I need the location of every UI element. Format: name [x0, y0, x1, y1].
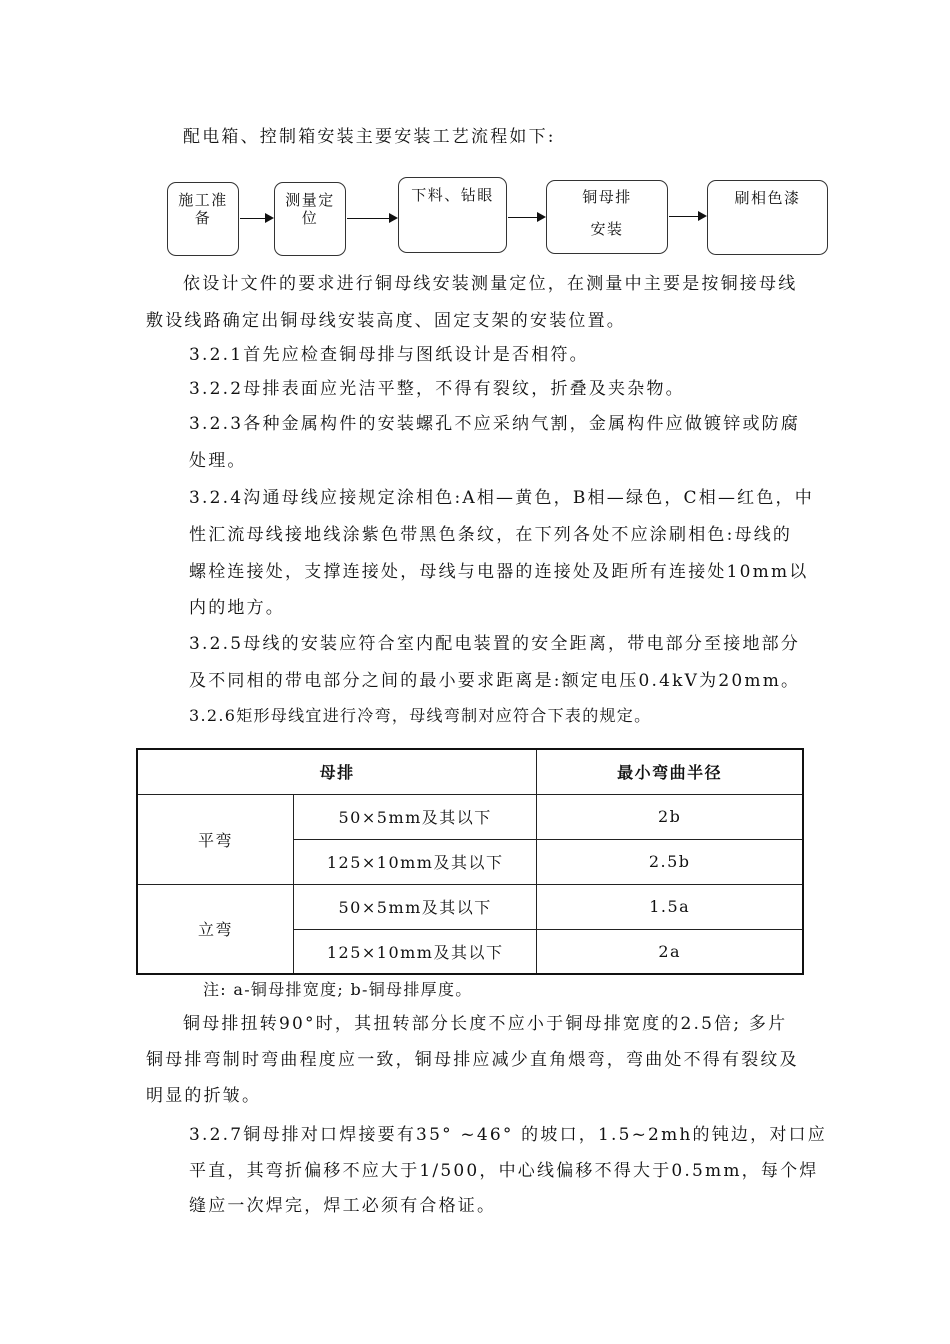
clause-3-2-2: 3.2.2母排表面应光洁平整，不得有裂纹，折叠及夹杂物。	[189, 379, 685, 399]
clause-3-2-4-cont: 螺栓连接处，支撑连接处，母线与电器的连接处及距所有连接处10mm以	[189, 562, 809, 582]
clause-3-2-4: 3.2.4沟通母线应接规定涂相色:A相—黄色，B相—绿色，C相—红色，中	[189, 488, 814, 508]
clause-3-2-6: 3.2.6矩形母线宜进行冷弯，母线弯制对应符合下表的规定。	[189, 706, 652, 725]
paragraph-line: 铜母排扭转90°时，其扭转部分长度不应小于铜母排宽度的2.5倍; 多片	[183, 1014, 788, 1034]
paragraph-line: 明显的折皱。	[146, 1086, 262, 1106]
intro-text: 配电箱、控制箱安装主要安装工艺流程如下:	[183, 127, 556, 147]
clause-3-2-3: 3.2.3各种金属构件的安装螺孔不应采纳气割，金属构件应做镀锌或防腐	[189, 414, 801, 434]
table-group-flat-bend: 平弯	[137, 794, 293, 884]
flow-step-label: 备	[194, 209, 212, 227]
flow-step-label: 铜母排	[582, 188, 632, 206]
table-row	[137, 794, 803, 839]
flow-step-survey-position	[274, 182, 346, 256]
table-header-min-radius: 最小弯曲半径	[537, 749, 803, 794]
flow-step-label: 施工准	[178, 191, 228, 209]
table-cell-radius: 1.5a	[537, 884, 803, 929]
table-cell-size: 125×10mm及其以下	[293, 839, 536, 884]
flow-arrow	[347, 218, 396, 219]
paragraph-line: 依设计文件的要求进行铜母线安装测量定位，在测量中主要是按铜接母线	[183, 274, 798, 294]
table-cell-radius: 2a	[537, 929, 803, 974]
clause-3-2-7-cont: 缝应一次焊完，焊工必须有合格证。	[189, 1196, 497, 1216]
flow-step-construction-prep	[167, 182, 239, 256]
flow-step-cut-drill	[398, 177, 507, 253]
flow-arrow	[508, 217, 544, 218]
clause-3-2-7-cont: 平直，其弯折偏移不应大于1/500，中心线偏移不得大于0.5mm，每个焊	[189, 1161, 819, 1181]
table-cell-size: 125×10mm及其以下	[293, 929, 536, 974]
paragraph-line: 铜母排弯制时弯曲程度应一致，铜母排应减少直角煨弯，弯曲处不得有裂纹及	[146, 1050, 799, 1070]
clause-3-2-5: 3.2.5母线的安装应符合室内配电装置的安全距离，带电部分至接地部分	[189, 634, 801, 654]
bending-radius-table	[136, 748, 804, 975]
table-cell-radius: 2.5b	[537, 839, 803, 884]
clause-3-2-4-cont: 性汇流母线接地线涂紫色带黑色条纹，在下列各处不应涂刷相色:母线的	[189, 525, 793, 545]
flow-step-label: 刷相色漆	[734, 189, 801, 207]
flow-step-label: 下料、钻眼	[411, 186, 494, 204]
flow-step-label: 测量定	[285, 191, 335, 209]
table-cell-radius: 2b	[537, 794, 803, 839]
flow-arrow	[669, 216, 705, 217]
paragraph-line: 敷设线路确定出铜母线安装高度、固定支架的安装位置。	[146, 311, 626, 331]
table-row	[137, 884, 803, 929]
table-cell-size: 50×5mm及其以下	[293, 884, 536, 929]
table-header-row	[137, 749, 803, 794]
flow-step-phase-paint	[707, 180, 828, 255]
flow-arrow	[240, 218, 272, 219]
clause-3-2-3-cont: 处理。	[189, 451, 247, 471]
flow-step-label: 位	[301, 209, 319, 227]
flow-step-label: 安装	[590, 220, 624, 238]
table-cell-size: 50×5mm及其以下	[293, 794, 536, 839]
clause-3-2-5-cont: 及不同相的带电部分之间的最小要求距离是:额定电压0.4kV为20mm。	[189, 671, 801, 691]
clause-3-2-7: 3.2.7铜母排对口焊接要有35° ~46° 的坡口，1.5~2mh的钝边，对口应	[189, 1125, 827, 1145]
flow-step-busbar-install	[546, 180, 668, 254]
table-note: 注: a-铜母排宽度; b-铜母排厚度。	[203, 980, 473, 999]
table-group-edge-bend: 立弯	[137, 884, 293, 974]
table-header-busbar: 母排	[137, 749, 537, 794]
clause-3-2-1: 3.2.1首先应检查铜母排与图纸设计是否相符。	[189, 345, 589, 365]
clause-3-2-4-cont: 内的地方。	[189, 598, 285, 618]
